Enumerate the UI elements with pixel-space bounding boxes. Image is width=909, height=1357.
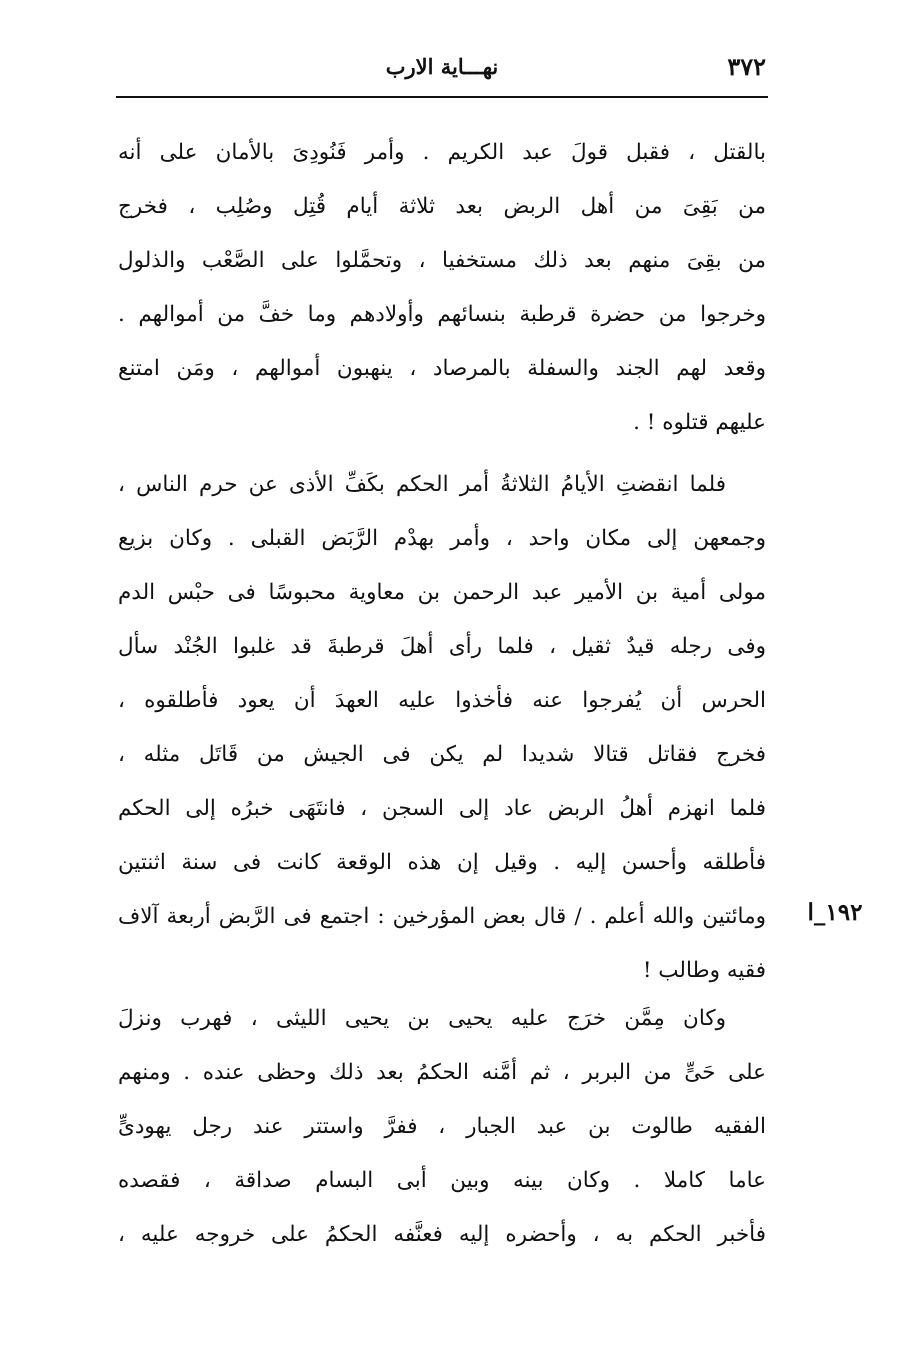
text-line: فأخبر الحكم به ، وأحضره إليه فعنَّفه الحكمُ على خروجه عليه ، (118, 1222, 766, 1247)
text-line: فخرج فقاتل قتالا شديدا لم يكن فى الجيش من قَاتَل مثله ، (118, 742, 766, 767)
text-line: وجمعهن إلى مكان واحد ، وأمر بهدْم الرَّبَض القبلى . وكان بزيع (118, 526, 766, 551)
text-line: فقيه وطالب ! (642, 958, 766, 983)
running-title: نهـــاية الارب (385, 54, 499, 79)
paragraph-1 (118, 126, 766, 450)
text-line: عاما كاملا . وكان بينه وبين أبى البسام صداقة ، فقصده (118, 1168, 766, 1193)
text-line: وكان مِمَّن خرَج عليه يحيى بن يحيى الليثى ، فهرب ونزلَ (118, 1006, 726, 1031)
text-line: فلما انقضتِ الأيامُ الثلاثةُ أمر الحكم بكَفِّ الأذى عن حرم الناس ، (118, 472, 726, 497)
text-line: مولى أمية بن الأمير عبد الرحمن بن معاوية محبوسًا فى حبْس الدم (118, 580, 766, 605)
text-line: وفى رجله قيدٌ ثقيل ، فلما رأى أهلَ قرطبةَ قد غلبوا الجُنْد سأل (118, 634, 766, 659)
text-line: فلما انهزم أهلُ الربض عاد إلى السجن ، فانتَهَى خبرُه إلى الحكم (118, 796, 766, 821)
text-line: بالقتل ، فقبل قولَ عبد الكريم . وأمر فَنُودِىَ بالأمان على أنه (118, 140, 766, 165)
text-line: على حَىٍّ من البربر ، ثم أمَّنه الحكمُ بعد ذلك وحظى عنده . ومنهم (118, 1060, 766, 1085)
text-line: الفقيه طالوت بن عبد الجبار ، ففرَّ واستتر عند رجل يهودىٍّ (118, 1114, 766, 1139)
text-line: فأطلقه وأحسن إليه . وقيل إن هذه الوقعة كانت فى سنة اثنتين (118, 850, 766, 875)
header-rule (116, 96, 768, 98)
text-line: ومائتين والله أعلم . / قال بعض المؤرخين : اجتمع فى الرَّبض أربعة آلاف (118, 904, 766, 929)
text-line: عليهم قتلوه ! . (633, 410, 766, 435)
page-number: ٣٧٢ (727, 52, 766, 81)
paragraph-3 (118, 992, 766, 1262)
margin-note: ١٩٢_ا (807, 899, 863, 926)
page-header (118, 52, 766, 96)
text-line: وخرجوا من حضرة قرطبة بنسائهم وأولادهم وما خفَّ من أموالهم . (118, 302, 766, 327)
text-line: الحرس أن يُفرجوا عنه فأخذوا عليه العهدَ أن يعود فأطلقوه ، (118, 688, 766, 713)
text-line: وقعد لهم الجند والسفلة بالمرصاد ، ينهبون أموالهم ، ومَن امتنع (118, 356, 766, 381)
paragraph-2 (118, 458, 766, 998)
text-line: من بقِىَ منهم بعد ذلك مستخفيا ، وتحمَّلوا على الصَّعْب والذلول (118, 248, 766, 273)
text-line: من بَقِىَ من أهل الربض بعد ثلاثة أيام قُتِل وصُلِب ، فخرج (118, 194, 766, 219)
